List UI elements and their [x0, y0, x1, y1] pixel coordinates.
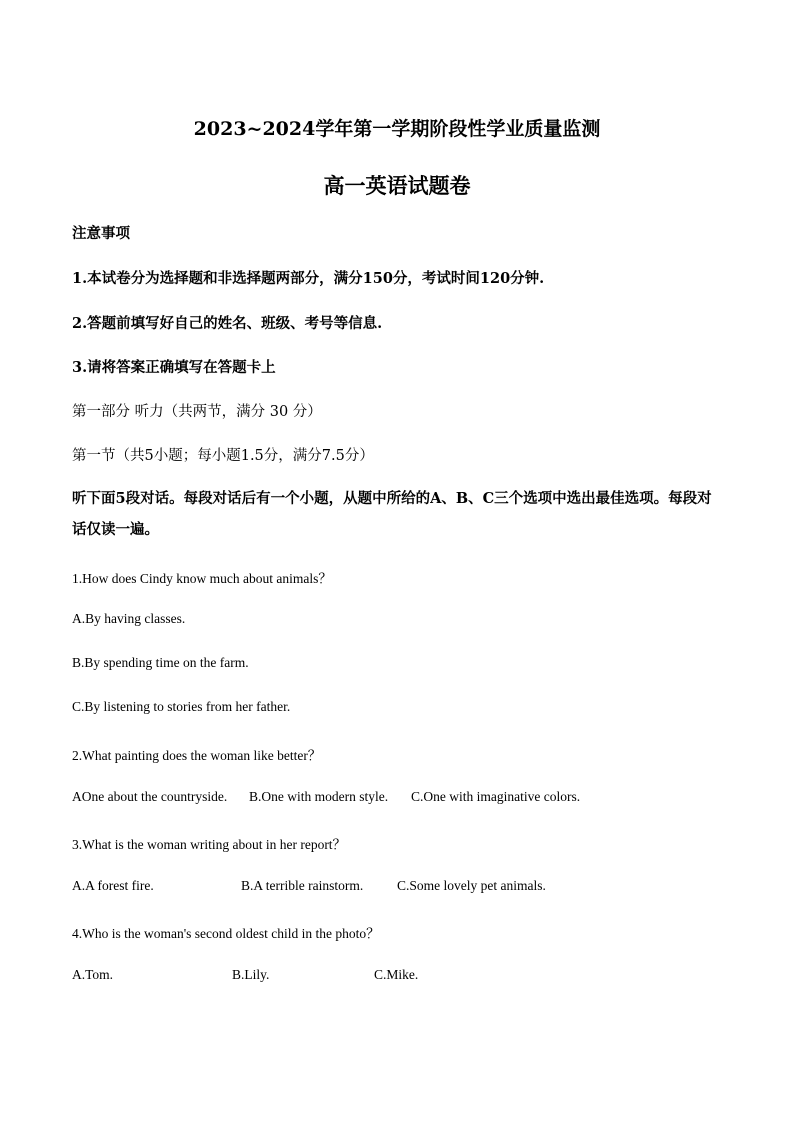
question-4-option-b: B.Lily. [232, 967, 270, 982]
question-4-option-c: C.Mike. [374, 967, 419, 982]
question-3-option-b: B.A terrible rainstorm. [241, 878, 364, 893]
question-1-option-c: C.By listening to stories from her father. [72, 699, 291, 714]
notes-heading: 注意事项 [72, 225, 130, 242]
question-1-stem: 1.How does Cindy know much about animals？ [72, 571, 332, 586]
question-1-option-a: A.By having classes. [72, 611, 186, 626]
note-item-3: 3.请将答案正确填写在答题卡上 [72, 359, 276, 376]
question-4-stem: 4.Who is the woman's second oldest child in the photo？ [72, 926, 380, 941]
question-3-stem: 3.What is the woman writing about in her report？ [72, 837, 347, 852]
section1-title: 第一节（共5小题；每小题1.5分，满分7.5分） [72, 448, 374, 464]
question-1-option-b: B.By spending time on the farm. [72, 655, 249, 670]
note-item-2: 2.答题前填写好自己的姓名、班级、考号等信息. [72, 315, 383, 332]
part1-title: 第一部分 听力（共两节，满分 30 分） [72, 404, 322, 420]
listening-instructions: 听下面5段对话。每段对话后有一个小题，从题中所给的A、B、C三个选项中选出最佳选项。每段对话仅读一遍。 [72, 490, 712, 538]
question-2-option-a: AOne about the countryside. [72, 789, 228, 804]
note-item-1: 1.本试卷分为选择题和非选择题两部分，满分150分，考试时间120分钟. [72, 270, 545, 287]
question-2-option-b: B.One with modern style. [249, 789, 389, 804]
question-3-option-c: C.Some lovely pet animals. [397, 878, 546, 893]
question-2-stem: 2.What painting does the woman like better？ [72, 748, 322, 763]
exam-subtitle: 高一英语试题卷 [323, 173, 471, 198]
exam-title: 2023~2024学年第一学期阶段性学业质量监测 [193, 118, 601, 140]
question-4-option-a: A.Tom. [72, 967, 114, 982]
question-2-option-c: C.One with imaginative colors. [411, 789, 581, 804]
question-3-option-a: A.A forest fire. [72, 878, 154, 893]
